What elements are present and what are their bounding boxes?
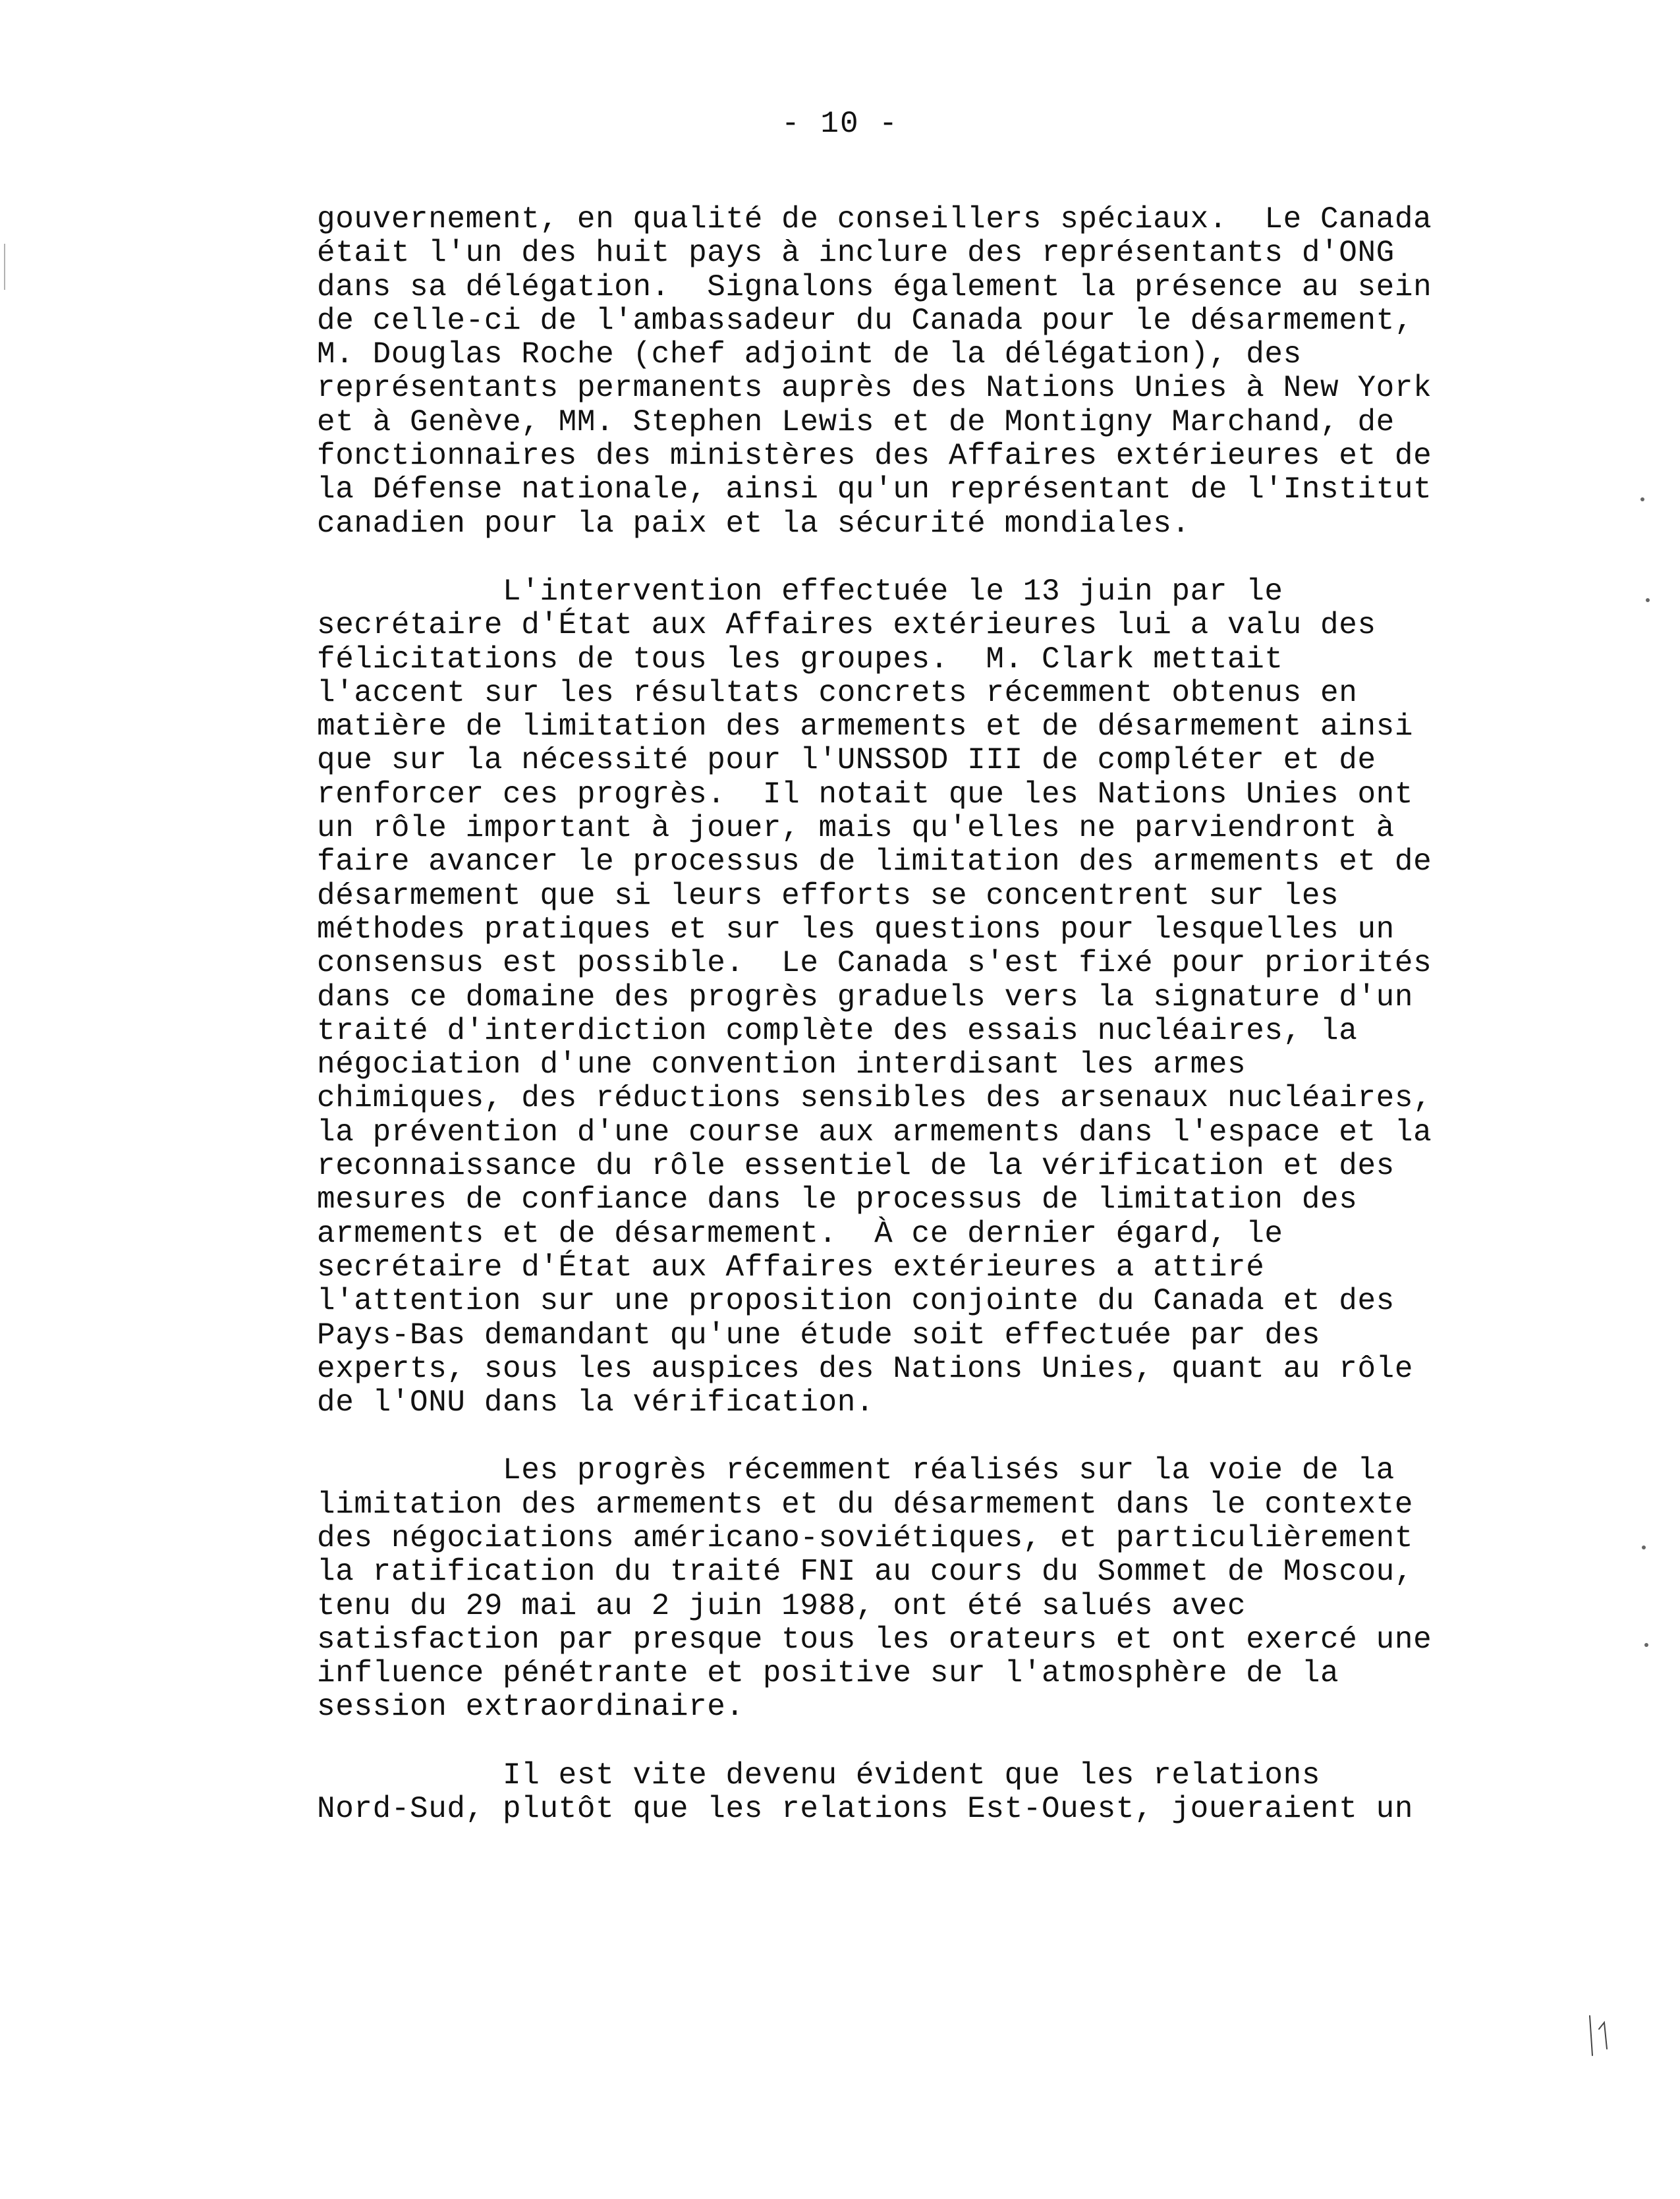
text-line: félicitations de tous les groupes. M. Clark mettait — [317, 642, 1283, 677]
text-line: fonctionnaires des ministères des Affaires extérieures et de — [317, 439, 1432, 474]
text-line: que sur la nécessité pour l'UNSSOD III de compléter et de — [317, 743, 1376, 778]
text-line: mesures de confiance dans le processus de limitation des — [317, 1183, 1358, 1217]
text-line: satisfaction par presque tous les orateurs et ont exercé une — [317, 1622, 1432, 1657]
scan-speck — [1644, 1643, 1648, 1647]
text-line: limitation des armements et du désarmement dans le contexte — [317, 1487, 1414, 1522]
text-line: session extraordinaire. — [317, 1690, 744, 1725]
text-line: Il est vite devenu évident que les relations — [317, 1758, 1321, 1793]
paragraph-4 — [317, 1759, 1496, 1827]
text-line: L'intervention effectuée le 13 juin par le — [317, 574, 1283, 609]
text-line: influence pénétrante et positive sur l'atmosphère de la — [317, 1656, 1339, 1691]
page-number: - 10 - — [781, 107, 899, 141]
text-line: l'accent sur les résultats concrets récemment obtenus en — [317, 675, 1358, 710]
text-line: négociation d'une convention interdisant les armes — [317, 1047, 1246, 1082]
text-line: représentants permanents auprès des Nations Unies à New York — [317, 371, 1432, 406]
text-line: dans ce domaine des progrès graduels vers la signature d'un — [317, 980, 1414, 1015]
text-line: Les progrès récemment réalisés sur la voie de la — [317, 1453, 1395, 1488]
text-line: Nord-Sud, plutôt que les relations Est-Ouest, joueraient un — [317, 1792, 1414, 1827]
text-line: armements et de désarmement. À ce dernier égard, le — [317, 1216, 1283, 1251]
text-line: secrétaire d'État aux Affaires extérieures a attiré — [317, 1250, 1265, 1285]
text-line: l'attention sur une proposition conjointe du Canada et des — [317, 1284, 1395, 1319]
text-line: consensus est possible. Le Canada s'est fixé pour priorités — [317, 946, 1432, 981]
text-line: faire avancer le processus de limitation des armements et de — [317, 845, 1432, 879]
text-line: de celle-ci de l'ambassadeur du Canada pour le désarmement, — [317, 303, 1414, 338]
text-line: des négociations américano-soviétiques, et particulièrement — [317, 1520, 1414, 1555]
text-line: était l'un des huit pays à inclure des représentants d'ONG — [317, 236, 1395, 271]
paragraph-1 — [317, 203, 1496, 541]
handwritten-mark — [1584, 2009, 1624, 2062]
text-line: gouvernement, en qualité de conseillers spéciaux. Le Canada — [317, 202, 1432, 237]
text-line: secrétaire d'État aux Affaires extérieures lui a valu des — [317, 608, 1376, 643]
text-line: la Défense nationale, ainsi qu'un représentant de l'Institut — [317, 472, 1432, 507]
text-line: M. Douglas Roche (chef adjoint de la délégation), des — [317, 337, 1302, 372]
text-line: la prévention d'une course aux armements dans l'espace et la — [317, 1115, 1432, 1150]
text-line: méthodes pratiques et sur les questions pour lesquelles un — [317, 912, 1395, 947]
text-line: experts, sous les auspices des Nations Unies, quant au rôle — [317, 1351, 1414, 1386]
text-line: chimiques, des réductions sensibles des arsenaux nucléaires, — [317, 1081, 1432, 1116]
paragraph-3 — [317, 1454, 1496, 1724]
text-line: la ratification du traité FNI au cours du Sommet de Moscou, — [317, 1555, 1414, 1590]
text-line: renforcer ces progrès. Il notait que les Nations Unies ont — [317, 777, 1414, 812]
text-line: reconnaissance du rôle essentiel de la vérification et des — [317, 1149, 1395, 1184]
text-line: tenu du 29 mai au 2 juin 1988, ont été salués avec — [317, 1588, 1246, 1623]
scan-speck — [1642, 1545, 1646, 1549]
paragraph-2 — [317, 575, 1496, 1420]
document-body — [317, 203, 1496, 1860]
text-line: désarmement que si leurs efforts se concentrent sur les — [317, 878, 1339, 913]
text-line: de l'ONU dans la vérification. — [317, 1385, 875, 1420]
text-line: traité d'interdiction complète des essais nucléaires, la — [317, 1013, 1358, 1048]
text-line: canadien pour la paix et la sécurité mondiales. — [317, 506, 1190, 541]
text-line: un rôle important à jouer, mais qu'elles ne parviendront à — [317, 811, 1395, 846]
scan-speck — [1646, 598, 1650, 602]
text-line: matière de limitation des armements et de désarmement ainsi — [317, 710, 1414, 744]
text-line: Pays-Bas demandant qu'une étude soit effectuée par des — [317, 1318, 1321, 1352]
scan-margin-line — [4, 244, 5, 290]
text-line: dans sa délégation. Signalons également la présence au sein — [317, 269, 1432, 304]
text-line: et à Genève, MM. Stephen Lewis et de Montigny Marchand, de — [317, 404, 1395, 439]
scan-speck — [1640, 497, 1644, 501]
